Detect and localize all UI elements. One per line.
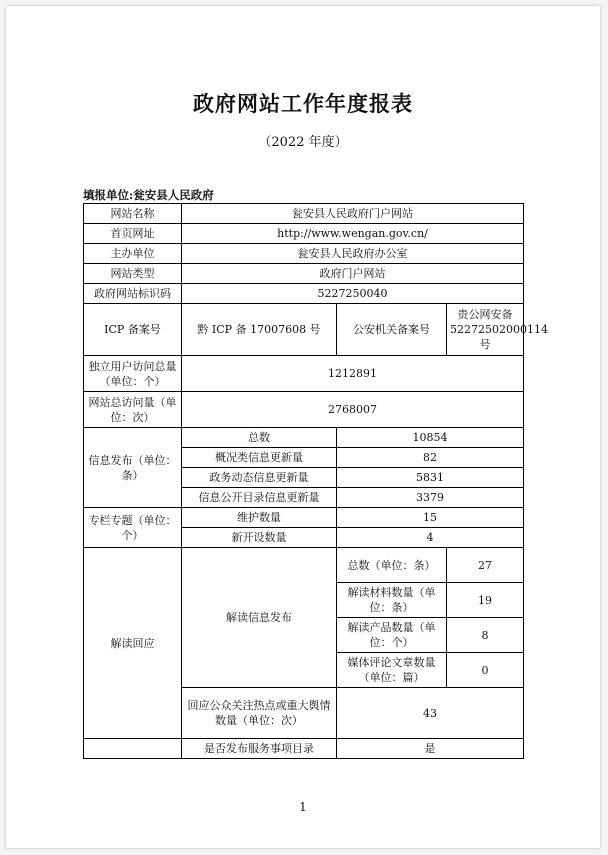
site-id-label: 政府网站标识码 [84, 284, 182, 304]
site-name-label: 网站名称 [84, 204, 182, 224]
row-columns-maintain [84, 508, 524, 528]
row-service-catalog [84, 739, 524, 759]
row-site-type [84, 264, 524, 284]
interp-products-label: 解读产品数量（单位：个） [337, 618, 447, 653]
interp-media-value: 0 [447, 653, 524, 688]
sponsor-value: 瓮安县人民政府办公室 [182, 244, 524, 264]
info-overview-label: 概况类信息更新量 [182, 448, 337, 468]
unique-visitors-label: 独立用户访问总量（单位：个） [84, 356, 182, 392]
row-info-total [84, 428, 524, 448]
info-affairs-label: 政务动态信息更新量 [182, 468, 337, 488]
interp-response-label: 回应公众关注热点或重大舆情数量（单位：次） [182, 688, 337, 739]
info-total-label: 总数 [182, 428, 337, 448]
interp-total-value: 27 [447, 548, 524, 583]
info-publish-label: 信息发布（单位：条） [84, 428, 182, 508]
service-catalog-spacer [84, 739, 182, 759]
interp-media-label: 媒体评论文章数量（单位：篇） [337, 653, 447, 688]
icp-value: 黔 ICP 备 17007608 号 [182, 304, 337, 356]
info-affairs-value: 5831 [337, 468, 524, 488]
report-table [83, 203, 548, 759]
report-title: 政府网站工作年度报表 [193, 91, 413, 116]
interp-materials-value: 19 [447, 583, 524, 618]
row-unique-visitors [84, 356, 524, 392]
row-icp [84, 304, 524, 356]
total-visits-label: 网站总访问量（单位：次） [84, 392, 182, 428]
interp-publish-label: 解读信息发布 [182, 548, 337, 688]
interp-products-value: 8 [447, 618, 524, 653]
report-page [6, 6, 600, 848]
columns-maintain-value: 15 [337, 508, 524, 528]
interp-response-value: 43 [337, 688, 524, 739]
row-site-name [84, 204, 524, 224]
interpretation-label: 解读回应 [84, 548, 182, 739]
homepage-label: 首页网址 [84, 224, 182, 244]
row-total-visits [84, 392, 524, 428]
info-disclosure-value: 3379 [337, 488, 524, 508]
sponsor-label: 主办单位 [84, 244, 182, 264]
filler-unit: 填报单位:瓮安县人民政府 [83, 188, 214, 202]
row-site-id [84, 284, 524, 304]
columns-maintain-label: 维护数量 [182, 508, 337, 528]
interp-materials-label: 解读材料数量（单位：条） [337, 583, 447, 618]
interp-total-label: 总数（单位：条） [337, 548, 447, 583]
row-sponsor [84, 244, 524, 264]
icp-label: ICP 备案号 [84, 304, 182, 356]
info-disclosure-label: 信息公开目录信息更新量 [182, 488, 337, 508]
police-record-value: 贵公网安备 52272502000114 号 [447, 304, 524, 356]
police-record-label: 公安机关备案号 [337, 304, 447, 356]
site-name-value: 瓮安县人民政府门户网站 [182, 204, 524, 224]
site-type-label: 网站类型 [84, 264, 182, 284]
columns-new-value: 4 [337, 528, 524, 548]
total-visits-value: 2768007 [182, 392, 524, 428]
service-catalog-value: 是 [337, 739, 524, 759]
report-year: （2022 年度） [258, 135, 348, 150]
info-overview-value: 82 [337, 448, 524, 468]
columns-new-label: 新开设数量 [182, 528, 337, 548]
homepage-value: http://www.wengan.gov.cn/ [182, 224, 524, 244]
info-total-value: 10854 [337, 428, 524, 448]
unique-visitors-value: 1212891 [182, 356, 524, 392]
columns-label: 专栏专题（单位：个） [84, 508, 182, 548]
page-number: 1 [299, 800, 307, 814]
service-catalog-label: 是否发布服务事项目录 [182, 739, 337, 759]
row-interp-total [84, 548, 524, 583]
row-homepage [84, 224, 524, 244]
site-id-value: 5227250040 [182, 284, 524, 304]
site-type-value: 政府门户网站 [182, 264, 524, 284]
